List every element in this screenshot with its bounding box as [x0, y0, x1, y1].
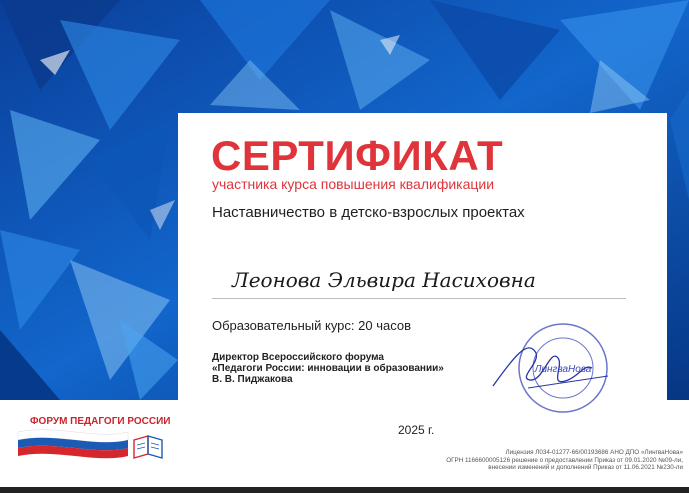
director-block [212, 352, 444, 385]
signature-stamp [488, 318, 618, 418]
signature-underline [528, 376, 608, 388]
stamp-text: ЛингваНова [534, 364, 592, 375]
director-title: Директор Всероссийского форума [212, 352, 384, 363]
director-name: В. В. Пиджакова [212, 374, 293, 385]
license-line-3: внесении изменений и дополнений Приказ от 11.06.2021 №230-ли [488, 464, 683, 472]
license-info [363, 449, 683, 472]
forum-name: «Педагоги России: инновации в образовании» [212, 363, 444, 374]
forum-logo-text: ФОРУМ ПЕДАГОГИ РОССИИ [30, 416, 171, 427]
issue-year: 2025 г. [398, 423, 435, 437]
name-underline [212, 298, 626, 299]
license-line-1: Лицензия Л034-01277-66/00193686 АНО ДПО «ЛингваНова» [505, 449, 683, 456]
license-line-2: ОГРН 1166600005126 решение о предоставлении Приказ от 09.01.2020 №09-ли, [446, 456, 683, 464]
certificate-title: СЕРТИФИКАТ [211, 132, 504, 179]
course-hours: Образовательный курс: 20 часов [212, 318, 411, 333]
recipient-name: Леонова Эльвира Насиховна [232, 268, 536, 292]
course-name: Наставничество в детско-взрослых проектах [212, 204, 525, 221]
certificate-subtitle: участника курса повышения квалификации [212, 176, 495, 192]
book-icon [134, 436, 162, 458]
bottom-edge-bar [0, 487, 689, 493]
